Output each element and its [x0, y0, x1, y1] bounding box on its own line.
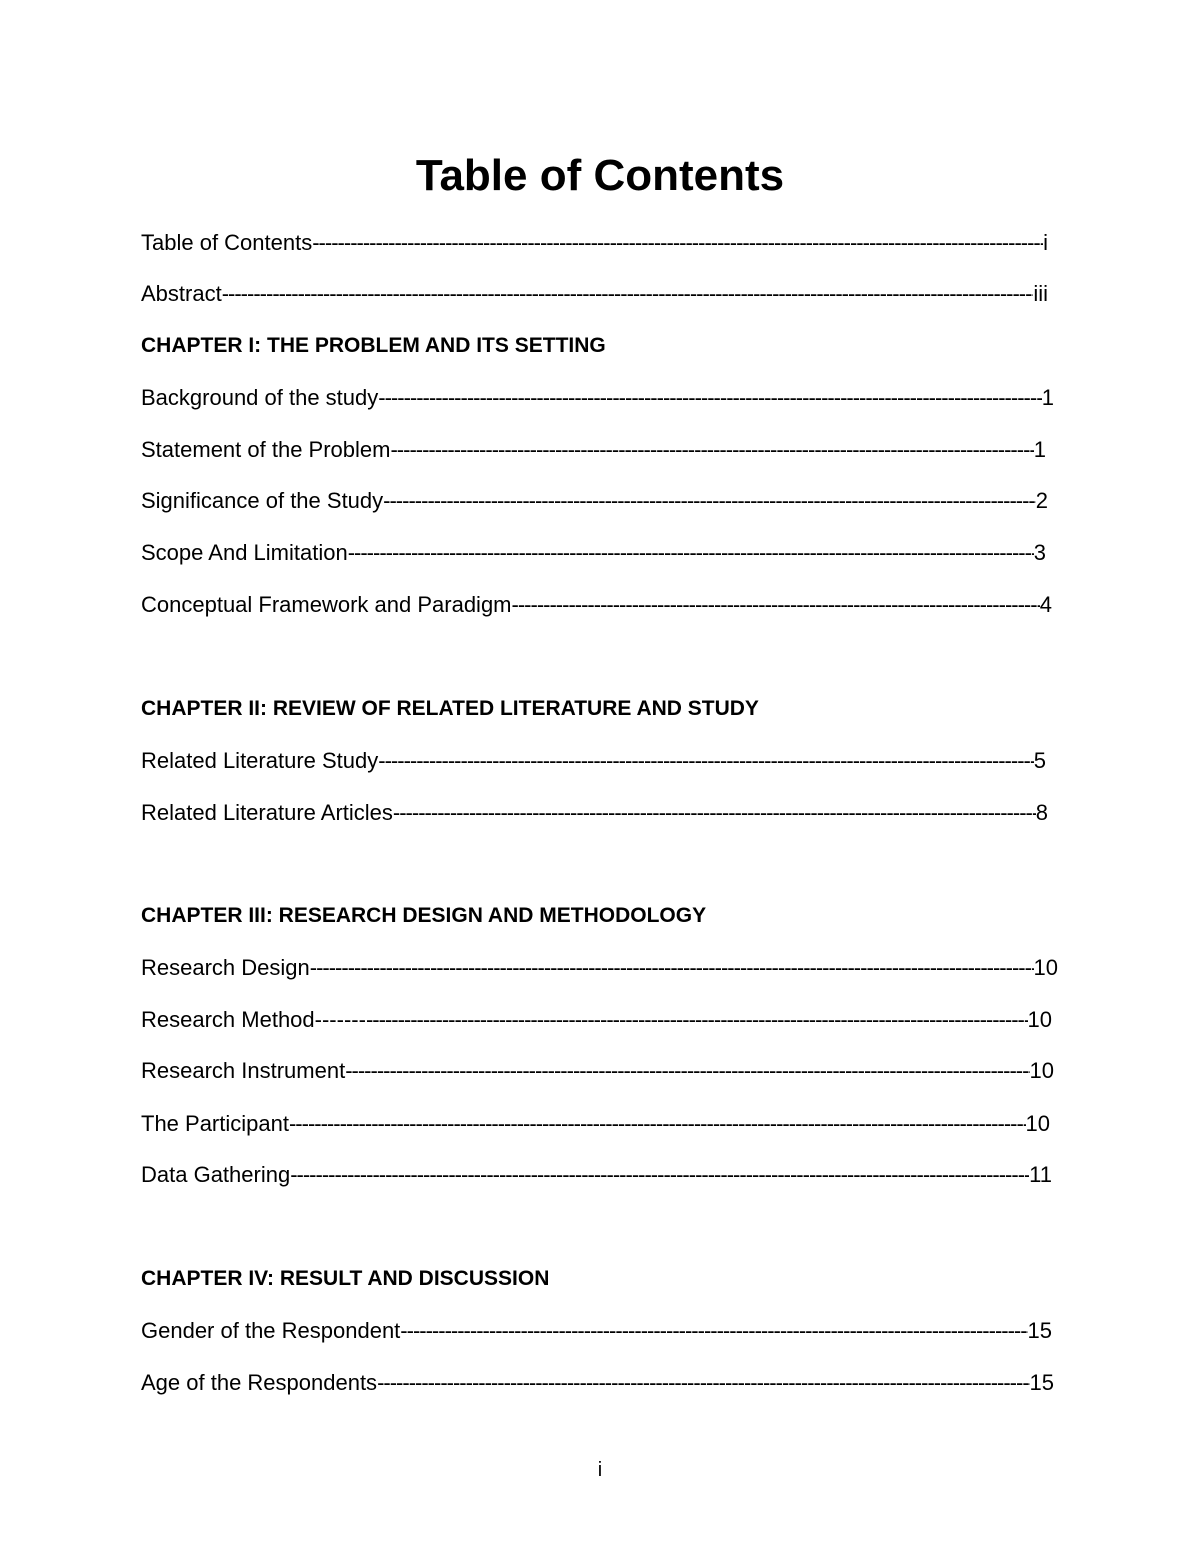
chapter-heading: CHAPTER II: REVIEW OF RELATED LITERATURE AND STUDY [141, 697, 759, 720]
footer-page-number: i [597, 1459, 603, 1481]
toc-entry[interactable] [141, 227, 1048, 259]
dot-leader [378, 382, 1041, 414]
toc-entry[interactable] [141, 1004, 1052, 1036]
dot-leader [312, 227, 1043, 259]
toc-entry-page: 10 [1029, 1058, 1054, 1083]
toc-entry-page: 8 [1035, 800, 1048, 825]
toc-entry[interactable] [141, 1159, 1052, 1191]
dot-leader [377, 1367, 1029, 1399]
chapter-heading: CHAPTER III: RESEARCH DESIGN AND METHODOLOGY [141, 904, 707, 927]
toc-entry-label: Related Literature Articles [141, 800, 393, 825]
toc-entry-label: Table of Contents [141, 230, 313, 255]
dot-leader [345, 1055, 1029, 1087]
toc-entry-page: 15 [1027, 1318, 1052, 1343]
toc-entry[interactable] [141, 537, 1046, 569]
dot-leader [289, 1108, 1026, 1140]
toc-entry[interactable] [141, 589, 1052, 621]
toc-entry-label: Gender of the Respondent [141, 1318, 401, 1343]
dot-leader [393, 797, 1036, 829]
chapter-heading: CHAPTER IV: RESULT AND DISCUSSION [141, 1267, 550, 1290]
toc-entry[interactable] [141, 1367, 1054, 1399]
toc-entry-page: 15 [1029, 1370, 1054, 1395]
toc-entry-page: 1 [1041, 385, 1054, 410]
toc-entry-label: Conceptual Framework and Paradigm [141, 592, 512, 617]
toc-entry[interactable] [141, 1108, 1050, 1140]
toc-entry[interactable] [141, 382, 1054, 414]
dot-leader [290, 1159, 1029, 1191]
toc-entry[interactable] [141, 745, 1046, 777]
toc-entry-label: Background of the study [141, 385, 379, 410]
toc-entry-page: 10 [1025, 1111, 1050, 1136]
toc-entry-page: 10 [1027, 1007, 1052, 1032]
toc-entry-label: Significance of the Study [141, 488, 384, 513]
toc-entry-page: 4 [1039, 592, 1052, 617]
toc-entry-label: Age of the Respondents [141, 1370, 378, 1395]
toc-entry-page: 10 [1033, 955, 1058, 980]
toc-entry-page: 5 [1033, 748, 1046, 773]
toc-entry-page: 11 [1029, 1162, 1052, 1187]
toc-entry-label: Research Instrument [141, 1058, 346, 1083]
toc-entry-label: Scope And Limitation [141, 540, 348, 565]
dot-leader [400, 1315, 1027, 1347]
chapter-heading: CHAPTER I: THE PROBLEM AND ITS SETTING [141, 334, 606, 357]
dot-leader [366, 1004, 1028, 1036]
toc-entry-label: Statement of the Problem [141, 437, 391, 462]
dot-leader [512, 589, 1040, 621]
dot-leader [390, 434, 1033, 466]
dot-leader [378, 745, 1033, 777]
toc-entry[interactable] [141, 485, 1048, 517]
toc-entry[interactable] [141, 1315, 1052, 1347]
toc-entry-page: 1 [1033, 437, 1046, 462]
toc-entry-label: Abstract [141, 281, 222, 306]
toc-entry-label: Data Gathering [141, 1162, 291, 1187]
toc-entry-label: Research Design [141, 955, 310, 980]
toc-entry[interactable] [141, 952, 1058, 984]
dot-leader [310, 952, 1034, 984]
toc-entry-label: Related Literature Study [141, 748, 379, 773]
page-title: Table of Contents [415, 151, 785, 200]
toc-entry[interactable] [141, 434, 1046, 466]
dot-leader [222, 278, 1034, 310]
toc-entry[interactable] [141, 278, 1048, 310]
toc-entry-page: i [1043, 230, 1048, 255]
toc-entry-label: The Participant [141, 1111, 289, 1136]
toc-entry-page: 2 [1035, 488, 1048, 513]
toc-entry[interactable] [141, 797, 1048, 829]
dot-leader [348, 537, 1034, 569]
dot-leader [383, 485, 1036, 517]
toc-entry-page: iii [1033, 281, 1048, 306]
toc-entry-label: Research Method------- [141, 1007, 366, 1032]
toc-entry-page: 3 [1033, 540, 1046, 565]
toc-entry[interactable] [141, 1055, 1054, 1087]
